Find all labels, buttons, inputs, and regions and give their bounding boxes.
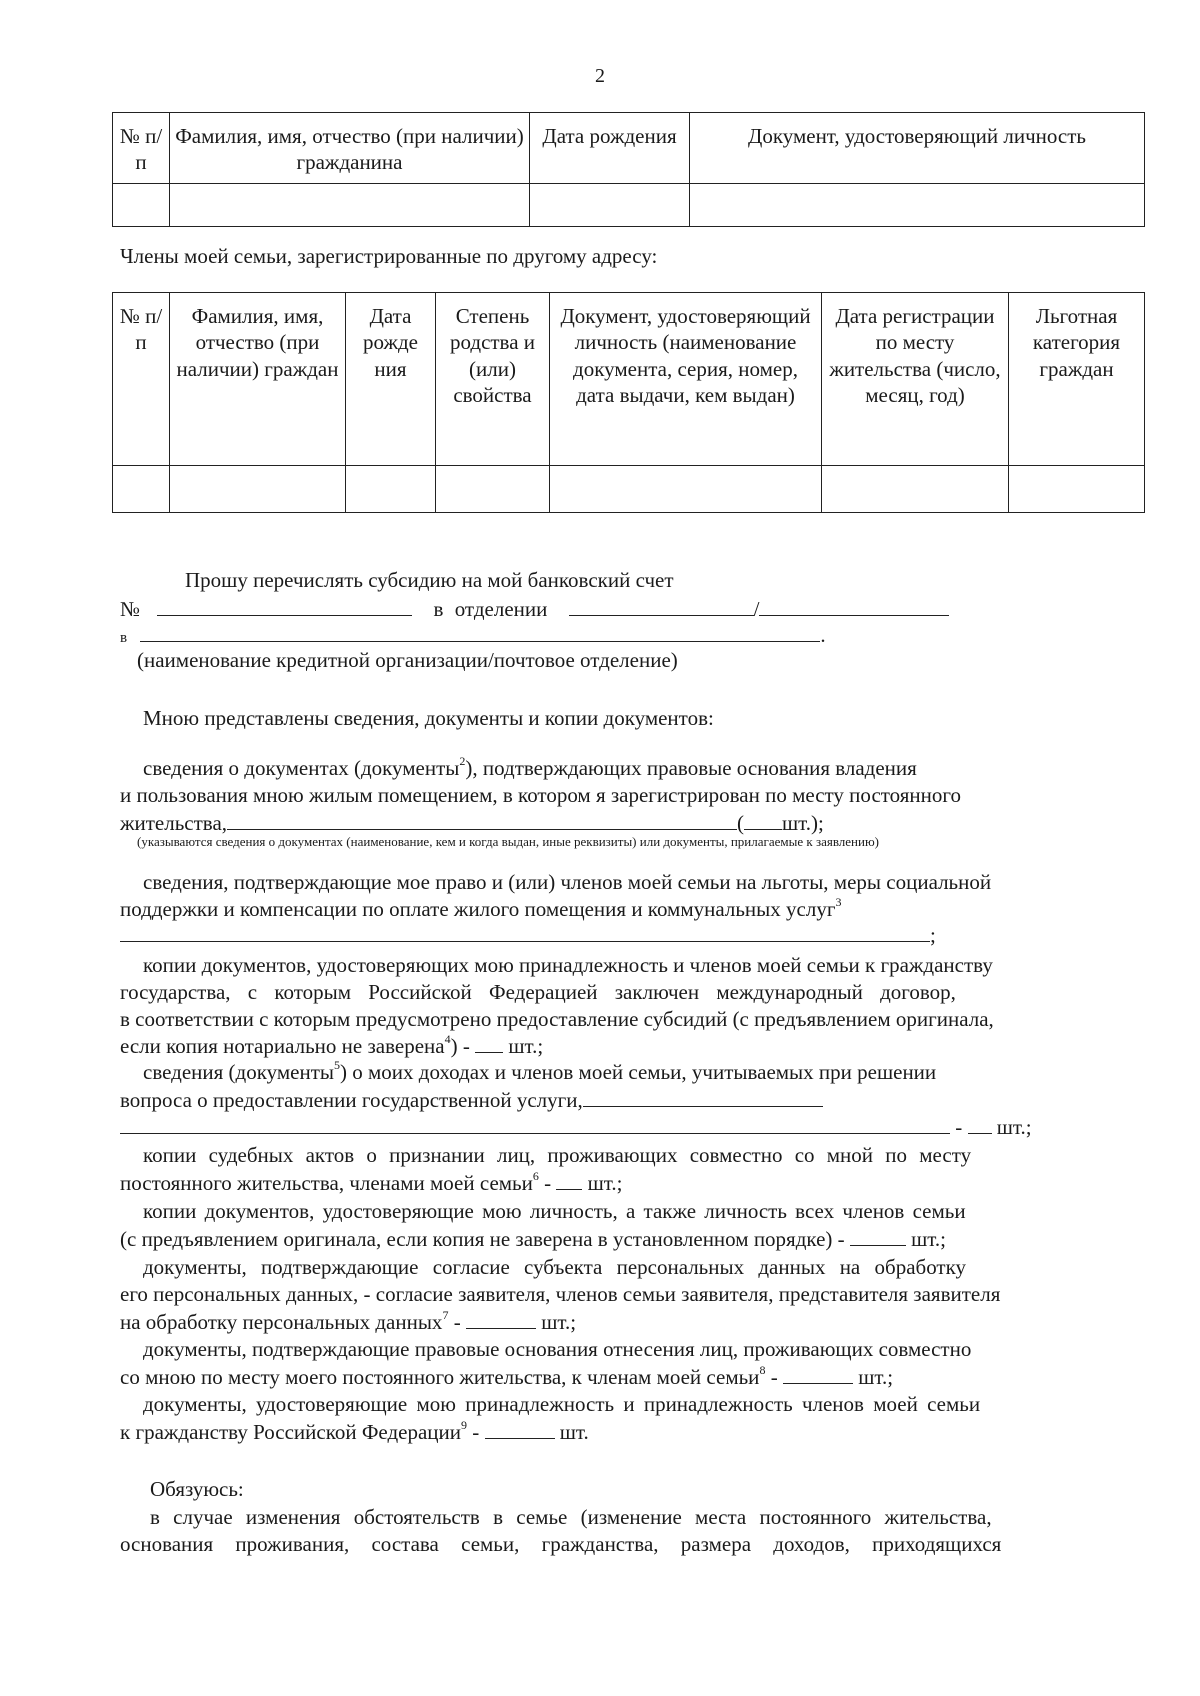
income-docs-field[interactable] <box>583 1087 823 1107</box>
slash: / <box>753 597 760 621</box>
account-number-field[interactable] <box>157 596 412 616</box>
empty-cell[interactable] <box>822 466 1009 513</box>
item-2-line-3: ; <box>120 922 1145 949</box>
family-relation-docs-count[interactable] <box>783 1364 853 1384</box>
credit-org-line <box>120 622 1145 649</box>
empty-cell[interactable] <box>690 184 1145 227</box>
empty-cell[interactable] <box>436 466 550 513</box>
income-docs-field-2[interactable] <box>120 1114 950 1134</box>
col-number-header: № п/п <box>113 293 170 466</box>
obligation-line-1: в случае изменения обстоятельств в семье (изменение места постоянного жительства, <box>150 1505 992 1529</box>
item-text: поддержки и компенсации по оплате жилого помещения и коммунальных услуг$^3$ <box>120 895 842 921</box>
obligation-line-2: основания проживания, состава семьи, гражданства, размера доходов, приходящихся <box>120 1532 1002 1556</box>
credit-org-field[interactable] <box>140 622 820 642</box>
item-6-line-1: копии документов, удостоверяющие мою личность, а также личность всех членов семьи <box>143 1199 966 1223</box>
number-label: № <box>120 597 141 621</box>
item-1-line-1 <box>143 756 1145 782</box>
item-4-line-3: - шт.; <box>120 1114 1145 1141</box>
item-7-line-1: документы, подтверждающие согласие субъекта персональных данных на обработку <box>143 1255 966 1279</box>
empty-cell[interactable] <box>170 184 530 227</box>
branch-subfield[interactable] <box>759 596 949 616</box>
in-label: в <box>120 630 128 646</box>
item-2-line-2 <box>120 897 1145 923</box>
page-number: 2 <box>595 65 605 87</box>
citizenship-docs-count[interactable] <box>475 1033 503 1053</box>
empty-cell[interactable] <box>170 466 346 513</box>
item-7-line-3: на обработку персональных данных$^7$ - шт.; <box>120 1308 577 1334</box>
credit-org-note: (наименование кредитной организации/почтовое отделение) <box>137 648 678 672</box>
item-5-line-1: копии судебных актов о признании лиц, проживающих совместно со мной по месту <box>143 1143 972 1167</box>
item-5-line-2: постоянного жительства, членами моей семьи$^6$ - шт.; <box>120 1169 623 1195</box>
empty-cell[interactable] <box>1009 466 1145 513</box>
col-id-document-header: Документ, удостоверяющий личность (наименование документа, серия, номер, дата выдачи, кем выдан) <box>550 293 822 466</box>
branch-field[interactable] <box>569 596 754 616</box>
item-4-line-2: вопроса о предоставлении государственной услуги, <box>120 1087 1145 1114</box>
docs-intro: Мною представлены сведения, документы и копии документов: <box>143 706 714 730</box>
col-relation-header: Степень родства и (или) свойства <box>436 293 550 466</box>
court-acts-count[interactable] <box>556 1170 582 1190</box>
bank-request: Прошу перечислять субсидию на мой банковский счет <box>185 568 674 592</box>
bank-account-line <box>120 596 1145 623</box>
col-birthdate-header: Дата рожде ния <box>346 293 436 466</box>
item-3-line-4: если копия нотариально не заверена$^4$) - шт.; <box>120 1032 544 1058</box>
item-7-line-2: его персональных данных, - согласие заявителя, членов семьи заявителя, представителя заявителя <box>120 1282 1001 1306</box>
branch-label: в отделении <box>433 597 548 621</box>
income-docs-count[interactable] <box>968 1114 992 1134</box>
obligation-title: Обязуюсь: <box>150 1477 244 1501</box>
item-6-line-2: (с предъявлением оригинала, если копия не заверена в установленном порядке) - шт.; <box>120 1227 946 1251</box>
col-id-document-header: Документ, удостоверяющий личность <box>690 113 1145 184</box>
table-row <box>113 466 1145 513</box>
housing-docs-field[interactable] <box>227 810 737 830</box>
item-2-line-1: сведения, подтверждающие мое право и (или) членов моей семьи на льготы, меры социальной <box>143 870 992 894</box>
family-intro: Члены моей семьи, зарегистрированные по другому адресу: <box>120 244 658 268</box>
identity-docs-count[interactable] <box>850 1226 906 1246</box>
col-birthdate-header: Дата рождения <box>530 113 690 184</box>
item-8-line-1: документы, подтверждающие правовые основания отнесения лиц, проживающих совместно <box>143 1337 972 1361</box>
item-text: сведения о документах (документы$^2$), подтверждающих правовые основания владения <box>143 754 917 780</box>
consent-docs-count[interactable] <box>466 1309 536 1329</box>
item-1-line-2: и пользования мною жилым помещением, в котором я зарегистрирован по месту постоянного <box>120 783 961 807</box>
empty-cell[interactable] <box>113 466 170 513</box>
item-3-line-1: копии документов, удостоверяющих мою принадлежность и членов моей семьи к гражданству <box>143 953 993 977</box>
empty-cell[interactable] <box>550 466 822 513</box>
item-1-note: (указываются сведения о документах (наименование, кем и когда выдан, иные реквизиты) или документы, прилагаемые к заявлению) <box>137 834 880 849</box>
end-dot: . <box>820 623 826 647</box>
item-text: сведения (документы$^5$) о моих доходах и членов моей семьи, учитываемых при решении <box>143 1058 937 1084</box>
rf-citizenship-docs-count[interactable] <box>485 1419 555 1439</box>
col-benefit-category-header: Льготная категория граждан <box>1009 293 1145 466</box>
housing-docs-count[interactable] <box>744 810 782 830</box>
table-row <box>113 184 1145 227</box>
empty-cell[interactable] <box>346 466 436 513</box>
col-fullname-header: Фамилия, имя, отчество (при наличии) граждан <box>170 293 346 466</box>
item-3-line-2: государства, с которым Российской Федерацией заключен международный договор, <box>120 980 956 1004</box>
item-9-line-2: к гражданству Российской Федерации$^9$ - шт. <box>120 1418 589 1444</box>
col-number-header: № п/п <box>113 113 170 184</box>
col-registration-date-header: Дата регистрации по месту жительства (число, месяц, год) <box>822 293 1009 466</box>
item-3-line-3: в соответствии с которым предусмотрено предоставление субсидий (с предъявлением оригинала, <box>120 1007 994 1031</box>
col-fullname-header: Фамилия, имя, отчество (при наличии) гражданина <box>170 113 530 184</box>
item-9-line-1: документы, удостоверяющие мою принадлежность и принадлежность членов моей семьи <box>143 1392 981 1416</box>
benefits-field[interactable] <box>120 922 930 942</box>
empty-cell[interactable] <box>113 184 170 227</box>
item-1-line-3: жительства, ( шт.); <box>120 811 824 835</box>
empty-cell[interactable] <box>530 184 690 227</box>
item-4-line-1 <box>143 1060 1145 1086</box>
applicant-table <box>112 112 1145 227</box>
family-table <box>112 292 1145 513</box>
item-8-line-2: со мною по месту моего постоянного жительства, к членам моей семьи$^8$ - шт.; <box>120 1363 894 1389</box>
